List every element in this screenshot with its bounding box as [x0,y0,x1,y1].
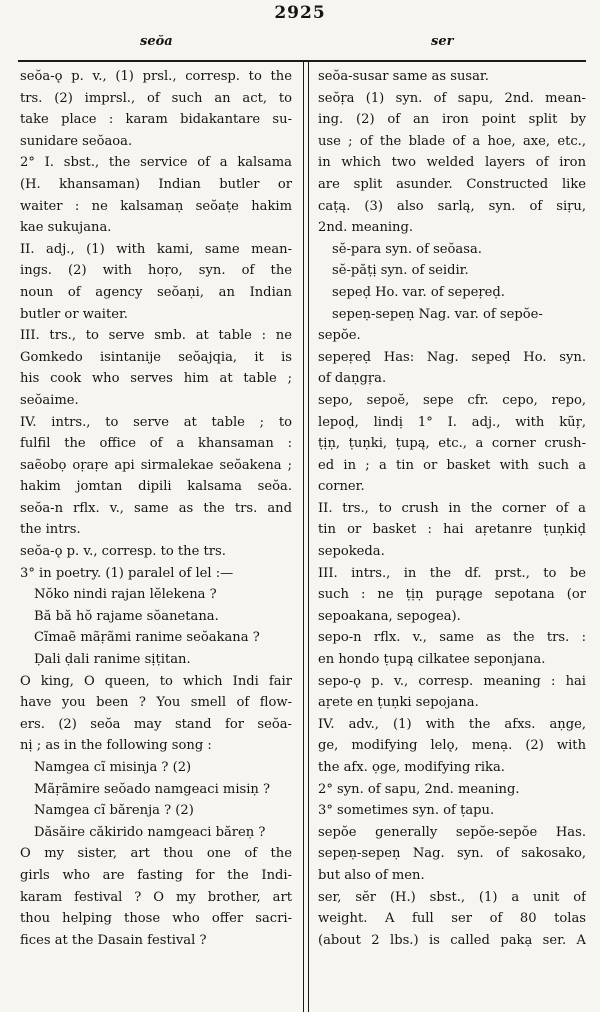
text-line: sunidare seŏaoa. [20,133,133,149]
text-line: 3° sometimes syn. of ṭapu. [318,803,495,819]
text-line: waiter : ne kalsamaṇ seŏaṭe hakim [20,198,292,214]
text-line: seŏa-susar same as susar. [318,69,489,84]
text-line: ings. (2) with hoṛo, syn. of the [20,263,292,279]
text-line: trs. (2) imprsl., of such an act, to [20,90,292,106]
text-line: fulfil the office of a khansaman : [20,436,292,452]
text-line: Cĩmaẽ mãṛãmi ranime seŏakana ? [34,630,260,646]
text-line: fices at the Dasain festival ? [20,932,207,948]
text-line: ge, modifying lelǫ, menạ. (2) with [318,738,586,754]
text-line: sepoakana, sepogea). [318,608,461,624]
text-line: sepeṇ-sepeṇ Nag. var. of sepŏe- [332,306,543,322]
right-column [318,66,586,951]
text-line: Nŏko nindi rajan lĕlekena ? [34,587,217,603]
text-line: III. trs., to serve smb. at table : ne [20,328,292,344]
text-line: III. intrs., in the df. prst., to be [318,565,586,581]
page-number: 2925 [274,3,326,23]
text-line: noun of agency seŏaṇi, an Indian [20,284,292,300]
text-line: Bă bă hŏ rajame sŏanetana. [34,608,219,624]
text-line: lepoḍ, lindị 1° I. adj., with kũṛ, [318,414,586,430]
text-line: IV. adv., (1) with the afxs. aṇge, [318,716,586,732]
text-line: ser, sĕr (H.) sbst., (1) a unit of [318,889,586,905]
text-line: take place : karam bidakantare su- [20,112,292,128]
text-line: sĕ-păṭị syn. of seidir. [332,263,469,279]
text-line: corner. [318,479,365,495]
text-line: kae sukujana. [20,220,112,236]
text-line: seŏa-ǫ p. v., corresp. to the trs. [20,544,226,560]
text-line: seŏaime. [20,392,79,408]
text-line: O king, O queen, to which Indi fair [20,673,292,689]
text-line: saẽobọ oṛaṛe api sirmalekae seŏakena ; [20,457,292,473]
text-line: sĕ-para syn. of seŏasa. [332,241,482,257]
text-line: IV. intrs., to serve at table ; to [20,414,292,430]
text-line: Mãṛãmire seŏado namgeaci misiṇ ? [34,781,271,797]
text-line: nị ; as in the following song : [20,738,212,754]
text-line: sepeṇ-sepeṇ Nag. syn. of sakosako, [318,846,586,862]
text-line: caṭą. (3) also sarlą, syn. of siṛu, [318,198,586,214]
text-line: seŏa-n rflx. v., same as the trs. and [20,500,292,516]
text-line: 2nd. meaning. [318,220,414,236]
text-line: use ; of the blade of a hoe, axe, etc., [318,133,586,149]
text-line: (about 2 lbs.) is called pakạ ser. A [318,932,586,948]
text-line: en hondo ṭupą cilkatee seponjana. [318,652,546,668]
text-line: ṭịṇ, ṭuṇki, ṭupą, etc., a corner crush- [318,436,586,452]
text-line: ers. (2) seŏa may stand for seŏa- [20,716,292,732]
text-line: Namgea cĩ bărenja ? (2) [34,803,194,819]
text-line: his cook who serves him at table ; [20,371,292,387]
text-line: Dăsăire căkirido namgeaci băreṇ ? [34,824,266,840]
text-line: II. trs., to crush in the corner of a [318,500,586,516]
text-line: karam festival ? O my brother, art [20,889,292,905]
text-line: II. adj., (1) with kami, same mean- [20,241,292,257]
text-line: 2° syn. of sapu, 2nd. meaning. [318,781,520,797]
text-line: Ḍali ḍali ranime sịṭitan. [34,652,191,668]
text-line: aṛete en ṭuṇki sepojana. [318,695,479,711]
text-line: hakim jomtan dipili kalsama seŏa. [20,479,292,495]
left-column [20,66,292,951]
page-header [0,0,600,60]
column-divider [303,60,309,1012]
text-line: sepeṛeḍ Has: Nag. sepeḍ Ho. syn. [318,349,586,365]
header-rule [18,60,586,62]
text-line: such : ne ṭịṇ puṛąge sepotana (or [318,587,586,603]
text-line: 3° in poetry. (1) paralel of lel :— [20,565,234,581]
text-line: sepo-ǫ p. v., corresp. meaning : hai [318,673,586,689]
text-line: sepŏe generally sepŏe-sepŏe Has. [318,824,586,840]
text-line: sepŏe. [318,328,361,344]
text-line: thou helping those who offer sacri- [20,911,292,927]
text-line: the afx. ọge, modifying rika. [318,760,505,775]
text-line: seŏṛa (1) syn. of sapu, 2nd. mean- [318,90,586,106]
text-line: but also of men. [318,867,425,883]
text-line: sepeḍ Ho. var. of sepeṛeḍ. [332,284,505,300]
text-line: Gomkedo isintanije seŏajqia, it is [20,349,292,365]
left-running-head: seŏa [140,34,173,49]
text-line: butler or waiter. [20,306,128,322]
text-line: weight. A full ser of 80 tolas [318,911,586,927]
text-line: have you been ? You smell of flow- [20,695,292,711]
text-line: in which two welded layers of iron [318,155,586,171]
text-line: Namgea cĩ misinja ? (2) [34,760,192,775]
text-line: are split asunder. Constructed like [318,176,586,192]
text-line: sepo-n rflx. v., same as the trs. : [318,630,586,646]
text-line: of daṇgṛa. [318,371,387,387]
text-line: 2° I. sbst., the service of a kalsama [20,155,292,171]
text-line: O my sister, art thou one of the [20,846,292,862]
text-line: ing. (2) of an iron point split by [318,112,586,128]
text-line: the intrs. [20,522,81,538]
text-line: seŏa-ǫ p. v., (1) prsl., corresp. to the [20,69,292,84]
right-running-head: ser [431,34,454,49]
text-line: sepokeda. [318,544,385,560]
text-line: tin or basket : hai aṛetanre ṭuṇkiḍ [318,522,586,538]
text-line: girls who are fasting for the Indi- [20,867,292,883]
text-line: ed in ; a tin or basket with such a [318,457,586,473]
text-line: sepo, sepoĕ, sepe cfr. cepo, repo, [318,392,586,408]
text-line: (H. khansaman) Indian butler or [20,176,292,192]
